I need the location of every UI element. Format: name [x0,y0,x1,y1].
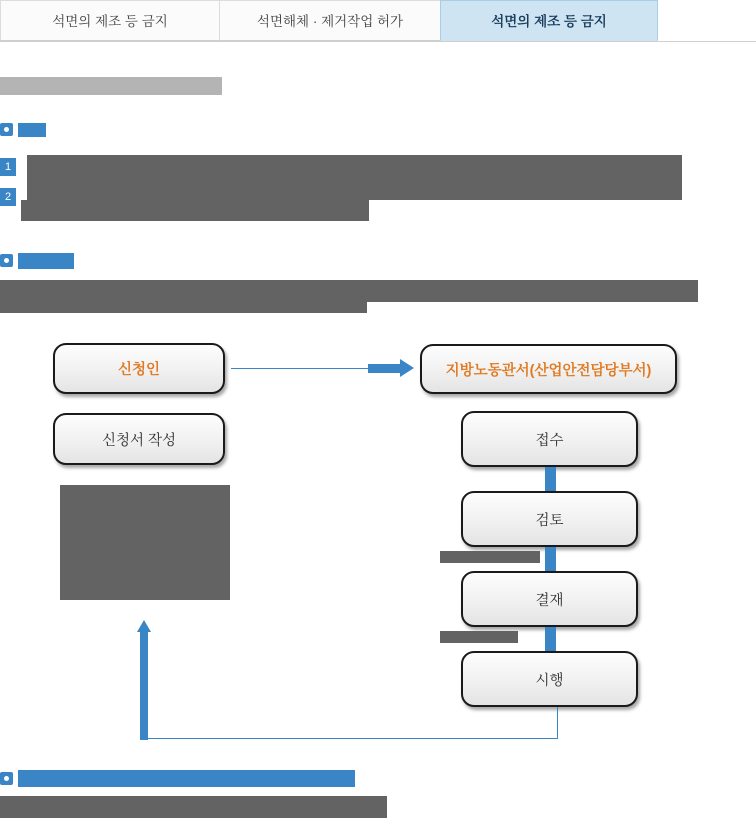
section-2-body-redacted-b [0,291,367,313]
flow-box-application-form[interactable]: 신청서 작성 [53,413,225,465]
flow-side-note-redacted-2 [440,631,518,643]
list-marker-2: 2 [0,188,16,206]
tab-bar [0,0,756,42]
tab-manufacture-ban-2[interactable]: 석면의 제조 등 금지 [440,0,658,41]
flow-arrow-head-right [400,359,414,377]
flow-return-line-up [140,630,148,740]
page-title-redacted [0,77,222,95]
flow-connector-approval-to-execution [545,627,556,651]
flow-box-applicant[interactable]: 신청인 [53,343,225,394]
flow-box-step-receipt[interactable]: 접수 [461,411,638,467]
flow-return-line-left [144,738,558,739]
section-1-bullet-icon [0,123,13,136]
section-2-heading-redacted [18,253,74,269]
flow-arrow-body-right [368,364,400,373]
section-1-body-redacted-a [27,155,682,200]
flow-connector-applicant-to-office [231,368,368,369]
section-3-bullet-icon [0,772,13,785]
flow-box-step-review[interactable]: 검토 [461,491,638,547]
section-3-heading-redacted [18,770,355,787]
flow-box-step-execution[interactable]: 시행 [461,651,638,707]
section-1-heading-redacted [18,123,46,137]
flow-side-note-redacted-1 [440,551,540,563]
section-2-bullet-icon [0,254,13,267]
section-3-body-redacted [0,796,387,818]
list-marker-1: 1 [0,158,16,176]
tab-manufacture-ban-1[interactable]: 석면의 제조 등 금지 [0,0,220,41]
section-1-body-redacted-b [21,200,369,221]
flow-box-step-approval[interactable]: 결재 [461,571,638,627]
tab-demolition-removal-permit[interactable]: 석면해체 · 제거작업 허가 [219,0,441,41]
flow-note-redacted [60,485,230,600]
flow-connector-receipt-to-review [545,467,556,491]
flow-return-line-down [557,707,558,739]
flow-return-arrow-head-up [137,620,151,632]
flow-connector-review-to-approval [545,547,556,571]
flow-box-local-labor-office[interactable]: 지방노동관서(산업안전담당부서) [420,344,677,394]
